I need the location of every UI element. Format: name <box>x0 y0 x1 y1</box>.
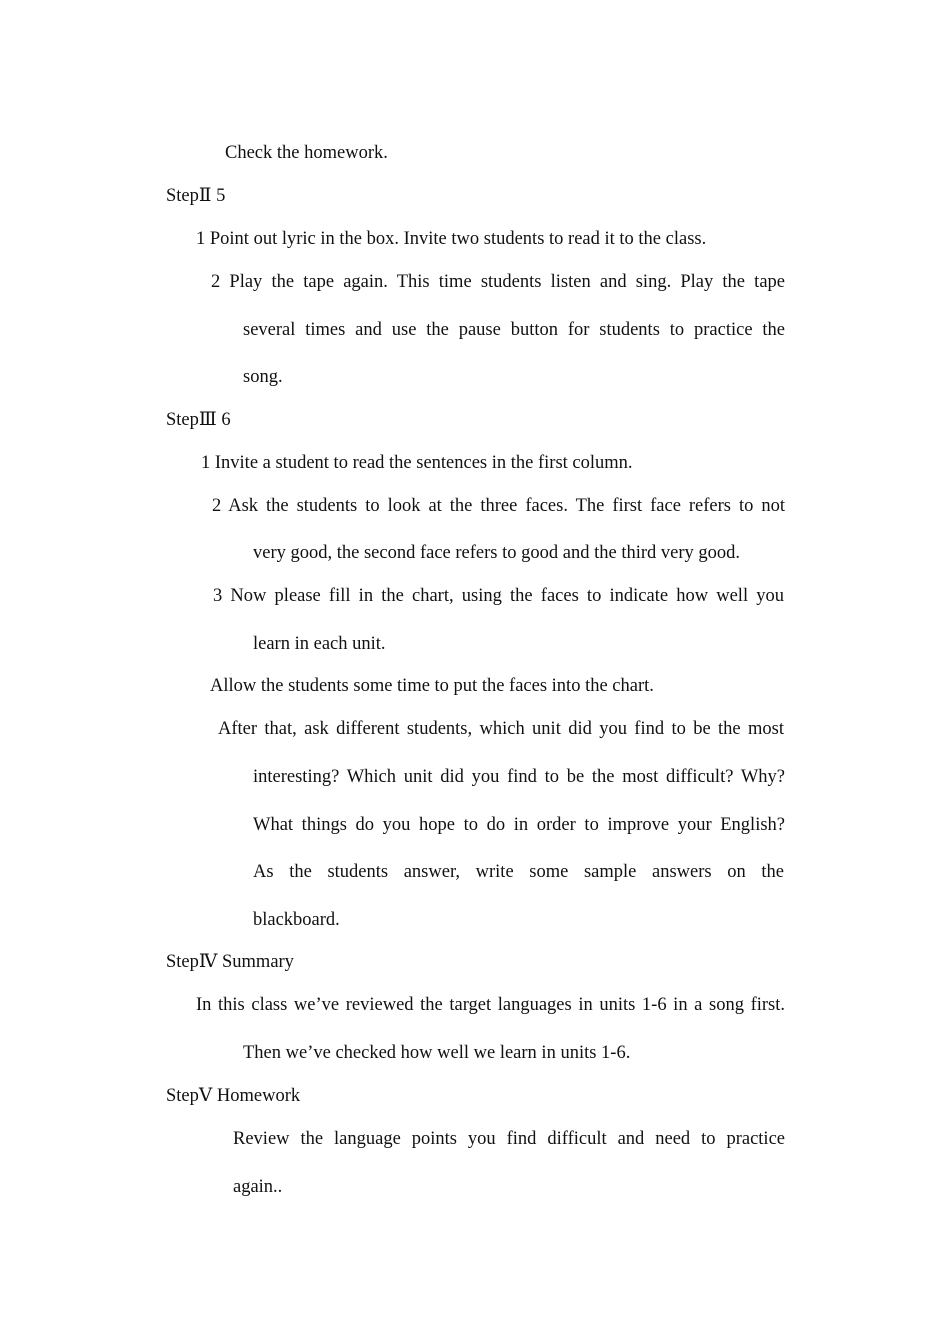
step-2-item-1: 1 Point out lyric in the box. Invite two students to read it to the class. <box>196 229 707 249</box>
step-3-allow-line: Allow the students some time to put the faces into the chart. <box>210 676 654 696</box>
step-3-item-3-line-2: learn in each unit. <box>253 634 386 654</box>
check-homework-line: Check the homework. <box>225 143 388 163</box>
step-5-heading: StepⅤ Homework <box>166 1086 301 1106</box>
step-4-line-1: In this class we’ve reviewed the target languages in units 1-6 in a song first. <box>196 995 785 1015</box>
step-5-line-2: again.. <box>233 1177 283 1197</box>
step-4-line-2: Then we’ve checked how well we learn in units 1-6. <box>243 1043 631 1063</box>
step-2-item-2-line-3: song. <box>243 367 283 387</box>
step-5-line-1: Review the language points you find difficult and need to practice <box>233 1129 785 1149</box>
step-2-heading: StepⅡ 5 <box>166 186 226 206</box>
step-4-heading: StepⅣ Summary <box>166 952 294 972</box>
step-3-after-line-1: After that, ask different students, which unit did you find to be the most <box>218 719 784 739</box>
step-3-item-2-line-2: very good, the second face refers to good and the third very good. <box>253 543 741 563</box>
step-2-item-2-line-2: several times and use the pause button for students to practice the <box>243 320 785 340</box>
step-3-item-1: 1 Invite a student to read the sentences in the first column. <box>201 453 633 473</box>
step-2-item-2-line-1: 2 Play the tape again. This time students listen and sing. Play the tape <box>211 272 785 292</box>
step-3-heading: StepⅢ 6 <box>166 410 231 430</box>
step-3-item-3-line-1: 3 Now please fill in the chart, using the faces to indicate how well you <box>213 586 784 606</box>
step-3-item-2-line-1: 2 Ask the students to look at the three faces. The first face refers to not <box>212 496 785 516</box>
step-3-after-line-3: What things do you hope to do in order to improve your English? <box>253 815 785 835</box>
step-3-after-line-2: interesting? Which unit did you find to be the most difficult? Why? <box>253 767 785 787</box>
step-3-after-line-5: blackboard. <box>253 910 340 930</box>
step-3-after-line-4: As the students answer, write some sample answers on the <box>253 862 784 882</box>
